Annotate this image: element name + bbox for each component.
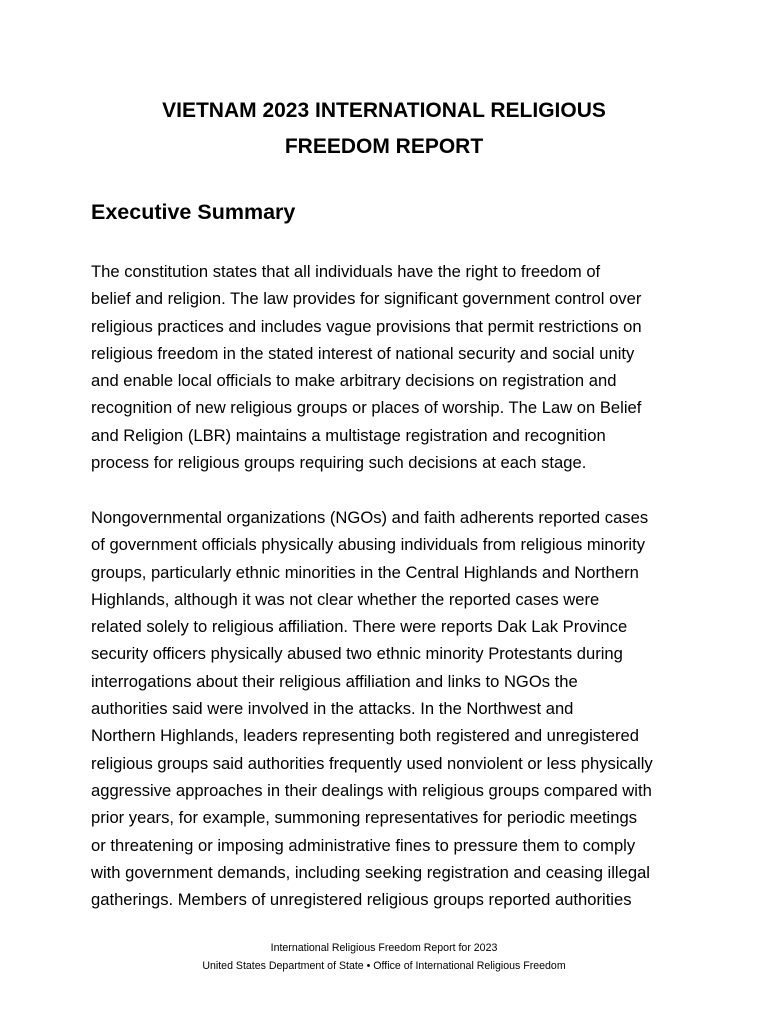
text-line: and Religion (LBR) maintains a multistage registration and recognition (91, 425, 606, 445)
text-line: process for religious groups requiring such decisions at each stage. (91, 453, 587, 473)
text-line: Highlands, although it was not clear whether the reported cases were (91, 589, 600, 609)
text-line: or threatening or imposing administrative fines to pressure them to comply (91, 835, 636, 855)
text-line: groups, particularly ethnic minorities in the Central Highlands and Northern (91, 562, 639, 582)
title-line: VIETNAM 2023 INTERNATIONAL RELIGIOUS (162, 99, 606, 122)
text-line: interrogations about their religious affiliation and links to NGOs the (91, 671, 578, 691)
text-line: of government officials physically abusing individuals from religious minority (91, 535, 645, 555)
text-line: The constitution states that all individuals have the right to freedom of (91, 262, 601, 281)
text-line: and enable local officials to make arbitrary decisions on registration and (91, 371, 617, 391)
section-heading: Executive Summary (91, 200, 296, 224)
text-line: gatherings. Members of unregistered religious groups reported authorities (91, 890, 632, 910)
text-line: Nongovernmental organizations (NGOs) and faith adherents reported cases (91, 508, 649, 527)
text-line: religious freedom in the stated interest of national security and social unity (91, 343, 635, 363)
paragraph-1 (91, 258, 691, 476)
text-line: prior years, for example, summoning representatives for periodic meetings (91, 808, 637, 828)
text-line: religious practices and includes vague provisions that permit restrictions on (91, 316, 642, 336)
text-line: religious groups said authorities frequently used nonviolent or less physically (91, 753, 653, 773)
title-line: FREEDOM REPORT (284, 135, 484, 158)
footer-report-title: International Religious Freedom Report for 2023 (270, 942, 498, 954)
text-line: Northern Highlands, leaders representing both registered and unregistered (91, 726, 639, 746)
text-line: security officers physically abused two ethnic minority Protestants during (91, 644, 623, 664)
text-line: recognition of new religious groups or places of worship. The Law on Belief (91, 398, 642, 418)
text-line: authorities said were involved in the attacks. In the Northwest and (91, 699, 574, 719)
text-line: belief and religion. The law provides for significant government control over (91, 289, 642, 309)
paragraph-2 (91, 504, 691, 913)
document-title (0, 93, 768, 165)
footer-department: United States Department of State • Office of International Religious Freedom (202, 960, 566, 972)
text-line: aggressive approaches in their dealings with religious groups compared with (91, 780, 652, 800)
text-line: related solely to religious affiliation. There were reports Dak Lak Province (91, 617, 628, 637)
text-line: with government demands, including seeking registration and ceasing illegal (91, 862, 650, 882)
